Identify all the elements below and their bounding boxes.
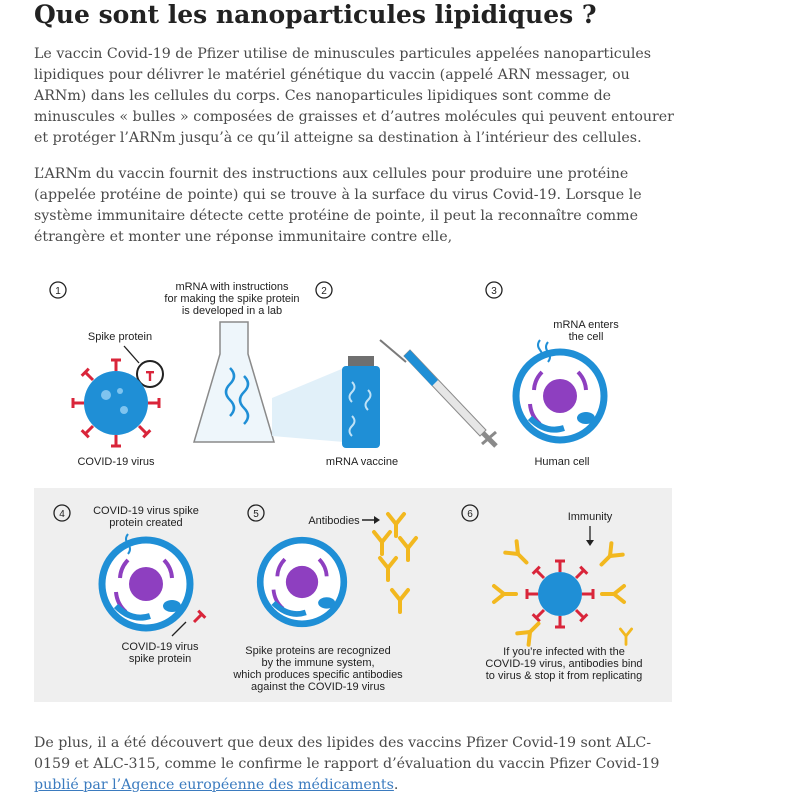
step-4-number: 4 <box>59 509 65 520</box>
step-6-caption-line3: to virus & stop it from replicating <box>485 670 643 682</box>
step-2-heading-line1: mRNA with instructions <box>175 281 289 293</box>
paragraph-lipids-text: De plus, il a été découvert que deux des lipides des vaccins Pfizer Covid-19 sont ALC-0159 et ALC-315, comme le confirme le rapport d’évaluation du vaccin Pfizer Covid-19 <box>34 735 660 772</box>
spike-protein-label: Spike protein <box>87 331 153 343</box>
cell-with-spike-icon <box>102 540 190 628</box>
paragraph-nanoparticles: Le vaccin Covid-19 de Pfizer utilise de minuscules particules appelées nanoparticules lipidiques pour délivrer le matériel génétique du vaccin (appelé ARN messager, ou ARNm) dans les cellules du corps. Ces nanoparticules lipidiques sont comme de minuscules « bulles » composées de graisses et d’autres molécules qui peuvent entourer et protéger l’ARNm jusqu’à ce qu’il atteigne sa destination à l’intérieur des cellules. <box>34 46 674 146</box>
human-cell-caption: Human cell <box>534 456 590 468</box>
immune-cell-icon <box>260 540 344 624</box>
vaccine-vial-icon <box>342 356 380 448</box>
mrna-enters-label-line1: mRNA enters <box>553 319 619 331</box>
step-6-caption-line1: If you’re infected with the <box>503 646 625 658</box>
step-6-number: 6 <box>467 509 473 520</box>
step-1-panel <box>50 282 163 468</box>
immunity-label: Immunity <box>567 511 613 523</box>
step-2-panel <box>164 281 496 468</box>
vaccine-infographic <box>34 264 672 702</box>
step-4-heading-line2: protein created <box>109 517 183 529</box>
step-4-caption-line1: COVID-19 virus <box>121 641 199 653</box>
article-title: Que sont les nanoparticules lipidiques ? <box>34 0 597 29</box>
paragraph-lipids-end: . <box>393 777 399 793</box>
mrna-enters-label-line2: the cell <box>568 331 604 343</box>
step-4-caption-line2: spike protein <box>128 653 192 665</box>
step-6-caption-line2: COVID-19 virus, antibodies bind <box>485 658 643 670</box>
step-4-heading-line1: COVID-19 virus spike <box>93 505 199 517</box>
antibodies-label: Antibodies <box>308 515 360 527</box>
step-5-caption-line3: which produces specific antibodies <box>233 669 403 681</box>
step-3-panel <box>486 282 619 468</box>
step-3-number: 3 <box>491 286 497 297</box>
spike-pointer-arrow <box>124 346 139 363</box>
human-cell-icon <box>516 352 604 440</box>
step-1-number: 1 <box>55 286 61 297</box>
step-5-caption-line1: Spike proteins are recognized <box>245 645 391 657</box>
lab-flask-icon <box>194 322 274 442</box>
step-5-number: 5 <box>253 509 259 520</box>
ema-report-link[interactable]: publié par l’Agence européenne des médicaments <box>34 777 394 793</box>
mrna-vaccine-caption: mRNA vaccine <box>325 456 399 468</box>
paragraph-lipids <box>34 733 684 796</box>
step-2-heading-line3: is developed in a lab <box>181 305 283 317</box>
covid-virus-caption: COVID-19 virus <box>77 456 155 468</box>
syringe-icon <box>380 340 496 446</box>
paragraph-mrna: L’ARNm du vaccin fournit des instructions aux cellules pour produire une protéine (appelée protéine de pointe) qui se trouve à la surface du virus Covid-19. Lorsque le système immunitaire détecte cette protéine de pointe, il peut la reconnaître comme étrangère et monter une réponse immunitaire contre elle, <box>34 166 642 245</box>
step-2-number: 2 <box>321 286 327 297</box>
step-5-caption-line4: against the COVID-19 virus <box>251 681 385 693</box>
step-5-caption-line2: by the immune system, <box>261 657 375 669</box>
step-2-heading-line2: for making the spike protein <box>164 293 300 305</box>
